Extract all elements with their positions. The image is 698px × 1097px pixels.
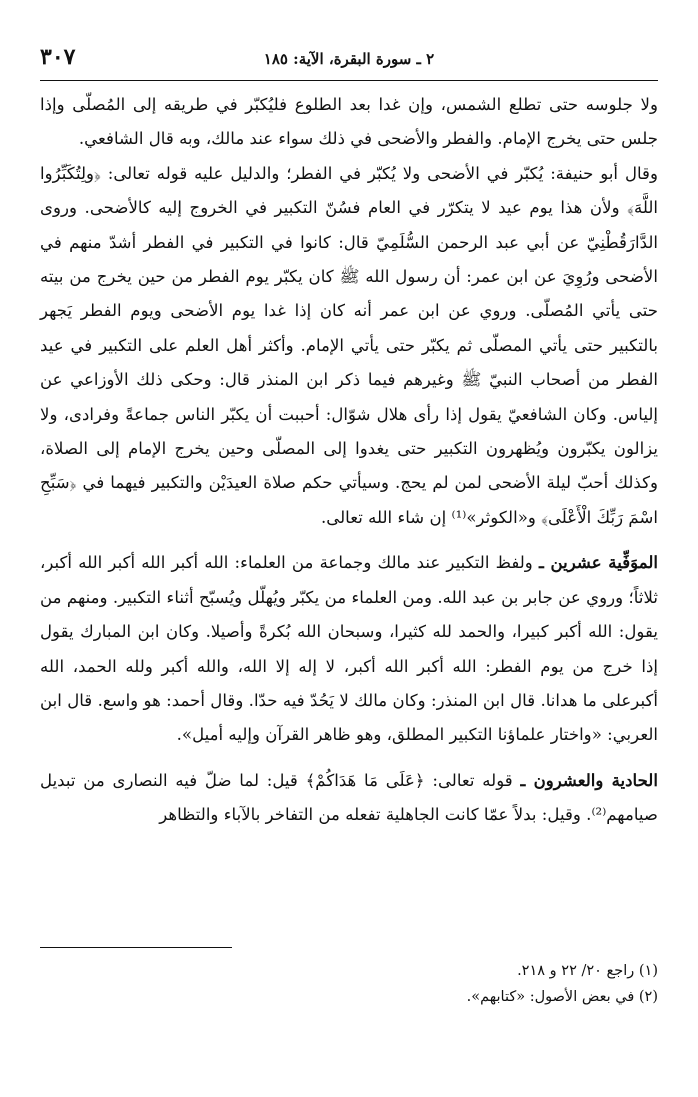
running-title: ٢ ـ سورة البقرة، الآية: ١٨٥ <box>263 50 435 68</box>
page-header <box>40 40 658 81</box>
paragraph-3-text: ولفظ التكبير عند مالك وجماعة من العلماء: الله أكبر الله أكبر الله أكبر، ثلاثاً؛ وروي عن جابر بن عبد الله. ومن العلماء من يكبّر ويُهلّل ويُسبّح أثناء التكبير. ومنهم من يقول: الله أكبر كبيرا، والحمد لله كثيرا، وسبحان الله بُكرةً وأصيلا. وكان ابن المبارك يقول إذا خرج من يوم الفطر: الله أكبر الله أكبر، لا إله إلا الله، والله أكبر ولله الحمد، الله أكبرعلى ما هدانا. قال ابن المنذر: وكان مالك لا يَحُدّ فيه حدّا. وقال أحمد: هو واسع. قال ابن العربي: «واختار علماؤنا التكبير المطلق، وهو ظاهر القرآن وإليه أميل». <box>40 553 658 745</box>
footnotes <box>40 958 658 1010</box>
paragraph-4-text: قوله تعالى: ﴿عَلَى مَا هَدَاكُمْ﴾ قيل: لما ضلّ فيه النصارى من تبديل صيامهم⁽²⁾. وقيل: بدلاً عمّا كانت الجاهلية تفعله من التفاخر بالآباء والتظاهر <box>40 770 658 825</box>
paragraph-2 <box>40 157 658 535</box>
footnote-1: (١) راجع ٢٠/ ٢٢ و ٢١٨. <box>517 963 658 979</box>
body-text <box>40 88 658 833</box>
paragraph-2-text: وقال أبو حنيفة: يُكبّر في الأضحى ولا يُكبّر في الفطر؛ والدليل عليه قوله تعالى: ﴿ولِتُكَبِّرُوا اللَّهَ﴾ ولأن هذا يوم عيد لا يتكرّر في العام فسُنّ التكبير في الخروج إليه كالأضحى. وروى الدَّارَقُطْنِيّ عن أبي عبد الرحمن السُّلَمِيّ قال: كانوا في التكبير في الفطر أشدّ منهم في الأضحى ورُوِيَ عن ابن عمر: أن رسول الله ﷺ كان يكبّر يوم الفطر من حين يخرج من بيته حتى يأتي المُصلّى. وروي عن ابن عمر أنه كان إذا غدا يوم الأضحى ويوم الفطر يَجهر بالتكبير حتى يأتي المصلّى ثم يكبّر حتى يأتي الإمام. وأكثر أهل العلم على التكبير في عيد الفطر من أصحاب النبيّ ﷺ وغيرهم فيما ذكر ابن المنذر قال: وحكى ذلك الأوزاعي عن إلياس. وكان الشافعيّ يقول إذا رأى هلال شوّال: أحببت أن يكبّر الناس جماعةً وفرادى، ولا يزالون يكبّرون ويُظهرون التكبير حتى يغدوا إلى المصلّى وحين يخرج الإمام إلى الصلاة، وكذلك أحبّ ليلة الأضحى لمن لم يحج. وسيأتي حكم صلاة العيدَيْن والتكبير فيهما في ﴿سَبِّحِ اسْمَ رَبِّكَ الْأَعْلَى﴾ و«الكوثر»⁽¹⁾ إن شاء الله تعالى. <box>40 163 658 527</box>
page-number: ٣٠٧ <box>40 44 76 70</box>
section-heading-21: الحادية والعشرون ـ <box>520 769 658 790</box>
section-heading-20: الموَفِّية عشرين ـ <box>539 552 658 573</box>
paragraph-4 <box>40 763 658 833</box>
footnote-divider <box>40 947 232 948</box>
paragraph-1 <box>40 88 658 157</box>
footnote-2: (٢) في بعض الأصول: «كتابهم». <box>466 989 658 1005</box>
paragraph-1-text: ولا جلوسه حتى تطلع الشمس، وإن غدا بعد الطلوع فليُكبّر في طريقه إلى المُصلّى وإذا جلس حتى يخرج الإمام. والفطر والأضحى في ذلك سواء عند مالك، وبه قال الشافعي. <box>40 95 658 149</box>
paragraph-3 <box>40 545 658 752</box>
